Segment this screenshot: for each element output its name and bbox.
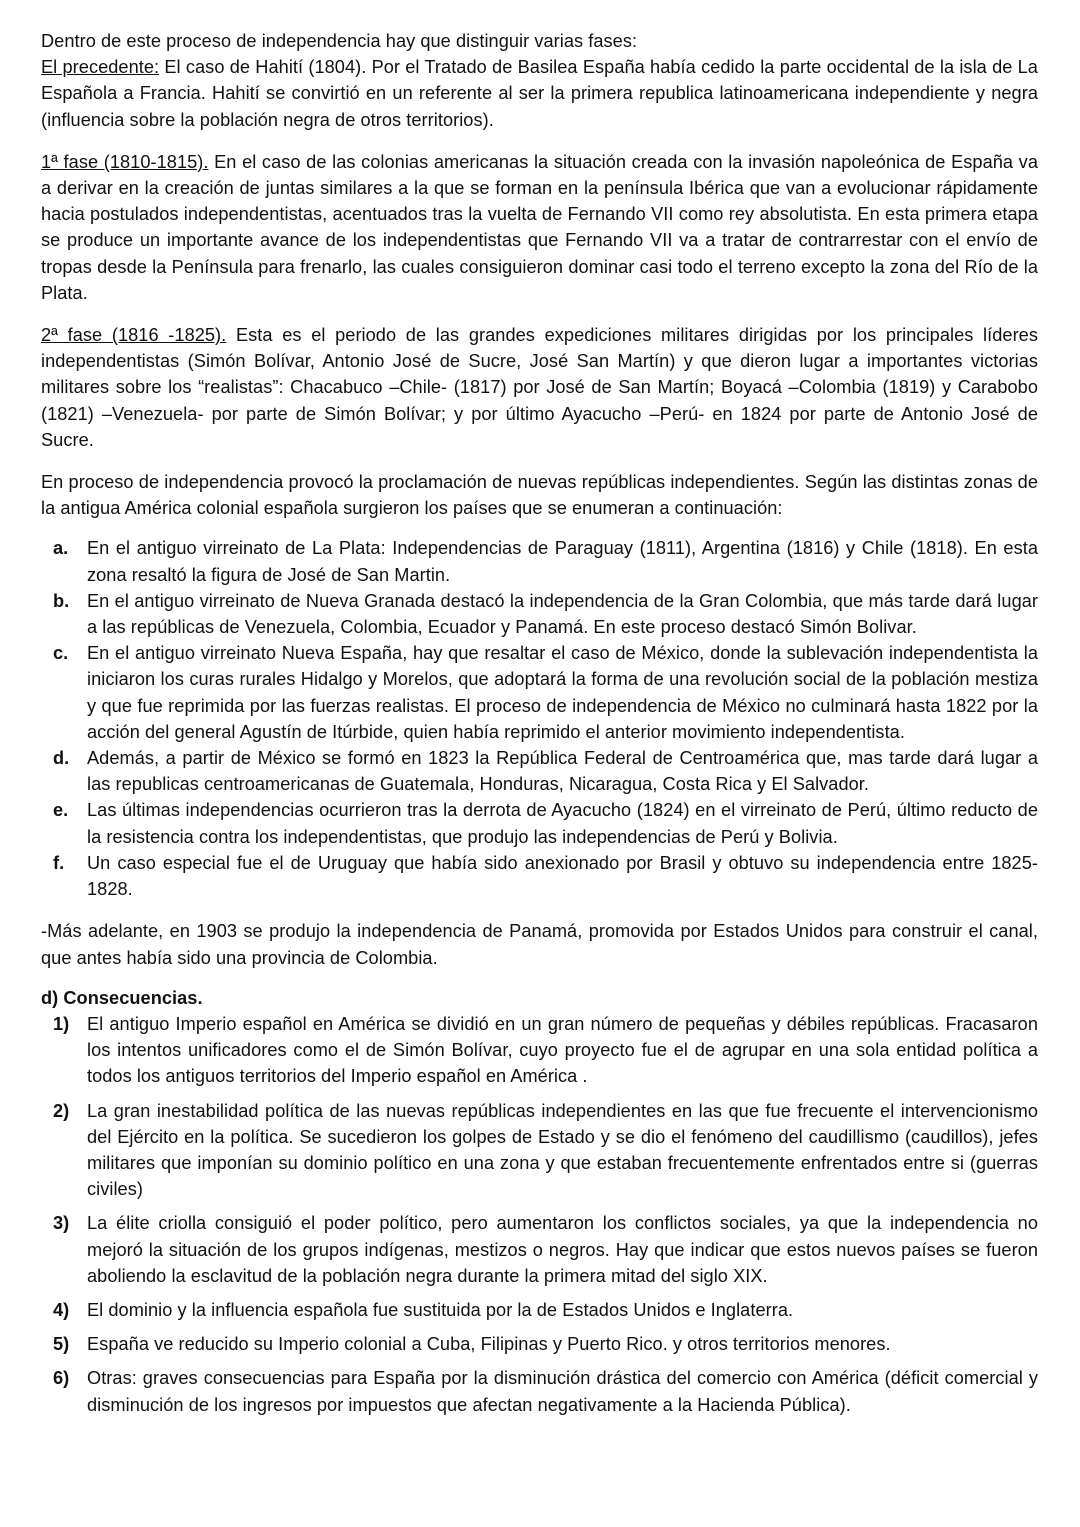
list-marker: 6)	[53, 1368, 70, 1389]
list-item-text: Las últimas independencias ocurrieron tras la derrota de Ayacucho (1824) en el virreinato de Perú, último reducto de la resistencia contra los independentistas, que produjo las independencias de Perú y Bolivia.	[87, 800, 1038, 847]
list-item	[41, 1365, 1038, 1417]
list-item-text: Un caso especial fue el de Uruguay que había sido anexionado por Brasil y obtuvo su independencia entre 1825- 1828.	[87, 852, 1038, 900]
list-item-text: Además, a partir de México se formó en 1823 la República Federal de Centroamérica que, mas tarde dará lugar a las republicas centroamericanas de Guatemala, Honduras, Nicaragua, Costa Rica y El Salvador.	[87, 748, 1038, 795]
independencias-list	[41, 535, 1038, 902]
list-marker: 2)	[53, 1100, 70, 1121]
list-marker: 4)	[53, 1299, 70, 1320]
list-item	[41, 1098, 1038, 1203]
panama-paragraph: -Más adelante, en 1903 se produjo la independencia de Panamá, promovida por Estados Unidos para construir el canal, que antes había sido una provincia de Colombia.	[41, 921, 1038, 968]
list-item	[41, 1297, 1038, 1323]
consecuencias-heading: d) Consecuencias.	[41, 987, 203, 1008]
list-item-text: El dominio y la influencia española fue sustituida por la de Estados Unidos e Inglaterra.	[87, 1299, 794, 1320]
fase1-paragraph	[41, 149, 1038, 306]
intro-text: Dentro de este proceso de independencia hay que distinguir varias fases:	[41, 31, 638, 51]
fase2-text: Esta es el periodo de las grandes expediciones militares dirigidas por los principales líderes independentistas (Simón Bolívar, Antonio José de Sucre, José San Martín) y que dieron lugar a importantes victorias militares sobre los “realistas”: Chacabuco –Chile- (1817) por José de San Martín; Boyacá –Colombia (1819) y Carabobo (1821) –Venezuela- por parte de Simón Bolívar; y por último Ayacucho –Perú- en 1824 por parte de Antonio José de Sucre.	[41, 325, 1038, 450]
list-item	[41, 1011, 1038, 1090]
list-item	[41, 535, 1038, 587]
list-item	[41, 1210, 1038, 1289]
list-marker: b.	[53, 590, 70, 611]
list-item-text: En el antiguo virreinato de Nueva Granada destacó la independencia de la Gran Colombia, que más tarde dará lugar a las repúblicas de Venezuela, Colombia, Ecuador y Panamá. En este proceso destacó Simón Bolivar.	[87, 590, 1038, 638]
precedente-text: El caso de Hahití (1804). Por el Tratado de Basilea España había cedido la parte occidental de la isla de La Española a Francia. Hahití se convirtió en un referente al ser la primera republica latinoamericana independiente y negra (influencia sobre la población negra de otros territorios).	[41, 57, 1038, 130]
proceso-paragraph: En proceso de independencia provocó la proclamación de nuevas repúblicas independientes. Según las distintas zonas de la antigua América colonial española surgieron los países que se enumeran a continuación:	[41, 472, 1038, 519]
fase1-text: En el caso de las colonias americanas la situación creada con la invasión napoleónica de España va a derivar en la creación de juntas similares a la que se forman en la península Ibérica que van a evolucionar rápidamente hacia postulados independentistas, acentuados tras la vuelta de Fernando VII como rey absolutista. En esta primera etapa se produce un importante avance de los independentistas que Fernando VII va a tratar de contrarrestar con el envío de tropas desde la Península para frenarlo, las cuales consiguieron dominar casi todo el terreno excepto la zona del Río de la Plata.	[41, 151, 1038, 303]
fase1-label: 1ª fase (1810-1815).	[41, 151, 209, 172]
list-item-text: El antiguo Imperio español en América se dividió en un gran número de pequeñas y débiles repúblicas. Fracasaron los intentos unificadores como el de Simón Bolívar, cuyo proyecto fue el de agrupar en una sola entidad política a todos los antiguos territorios del Imperio español en América .	[87, 1013, 1038, 1087]
list-item	[41, 588, 1038, 640]
list-marker: d.	[53, 748, 70, 769]
list-marker: a.	[53, 538, 69, 559]
list-marker: c.	[53, 643, 69, 664]
precedente-label: El precedente:	[41, 57, 160, 78]
list-item	[41, 745, 1038, 797]
list-marker: 5)	[53, 1334, 70, 1355]
list-marker: 3)	[53, 1213, 70, 1234]
list-item-text: La élite criolla consiguió el poder político, pero aumentaron los conflictos sociales, ya que la independencia no mejoró la situación de los grupos indígenas, mestizos o negros. Hay que indicar que estos nuevos países se fueron aboliendo la esclavitud de la población negra durante la primera mitad del siglo XIX.	[87, 1213, 1038, 1286]
list-item-text: Otras: graves consecuencias para España por la disminución drástica del comercio con América (déficit comercial y disminución de los ingresos por impuestos que afectan negativamente a la Hacienda Pública).	[87, 1368, 1038, 1415]
list-item	[41, 640, 1038, 745]
list-marker: f.	[53, 852, 65, 873]
fase2-label: 2ª fase (1816 -1825).	[41, 325, 227, 346]
intro-paragraph	[41, 28, 1038, 133]
list-marker: 1)	[53, 1013, 70, 1034]
list-item-text: España ve reducido su Imperio colonial a Cuba, Filipinas y Puerto Rico. y otros territorios menores.	[87, 1334, 891, 1355]
consecuencias-list	[41, 1011, 1038, 1418]
list-item	[41, 797, 1038, 849]
list-item	[41, 850, 1038, 902]
fase2-paragraph	[41, 322, 1038, 453]
list-item-text: En el antiguo virreinato Nueva España, hay que resaltar el caso de México, donde la sublevación independentista la iniciaron los curas rurales Hidalgo y Morelos, que adoptará la forma de una revolución social de la población mestiza y que fue reprimida por las fuerzas realistas. El proceso de independencia de México no culminará hasta 1822 por la acción del general Agustín de Itúrbide, quien había reprimido el anterior movimiento independentista.	[87, 643, 1038, 742]
list-item-text: En el antiguo virreinato de La Plata: Independencias de Paraguay (1811), Argentina (1816) y Chile (1818). En esta zona resaltó la figura de José de San Martin.	[87, 538, 1038, 585]
list-item-text: La gran inestabilidad política de las nuevas repúblicas independientes en las que fue frecuente el intervencionismo del Ejército en la política. Se sucedieron los golpes de Estado y se dio el fenómeno del caudillismo (caudillos), jefes militares que imponían su dominio político en una zona y que estaban frecuentemente enfrentados entre si (guerras civiles)	[87, 1100, 1038, 1200]
list-item	[41, 1331, 1038, 1357]
list-marker: e.	[53, 800, 69, 821]
